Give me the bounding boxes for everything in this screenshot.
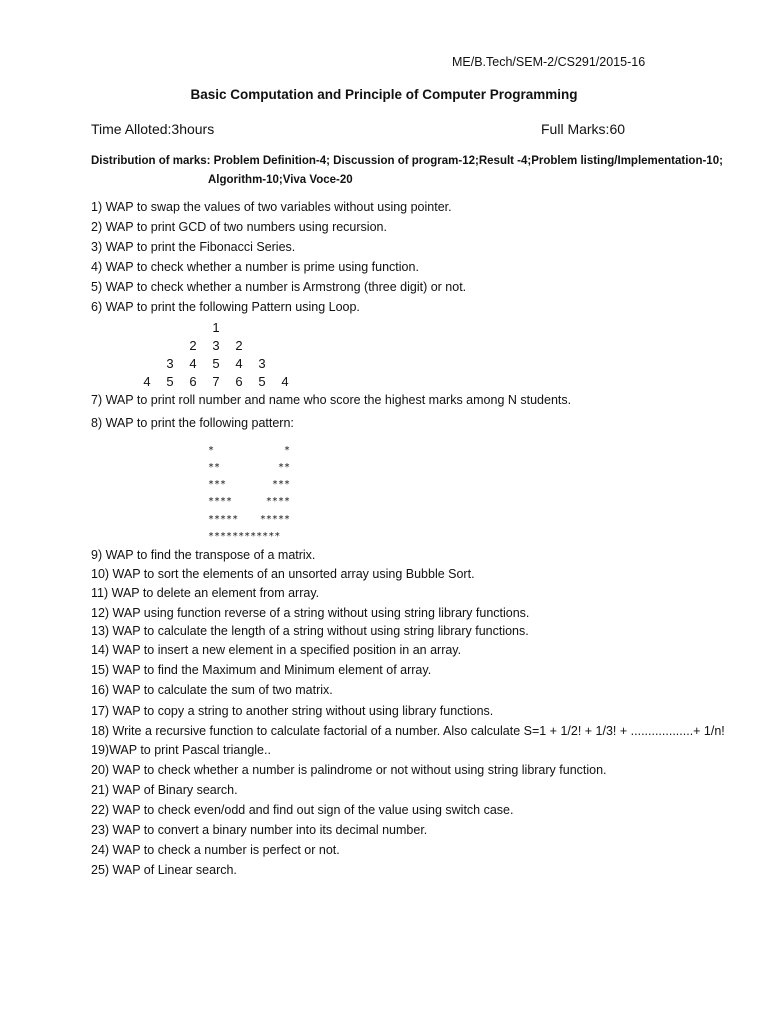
number-pattern-cell: 5 bbox=[166, 374, 174, 389]
time-alloted: Time Alloted:3hours bbox=[91, 121, 215, 137]
number-pattern-cell: 6 bbox=[189, 374, 197, 389]
question-10: 10) WAP to sort the elements of an unsorted array using Bubble Sort. bbox=[91, 567, 475, 581]
marks-distribution-line-1: Distribution of marks: Problem Definition-4; Discussion of program-12;Result -4;Problem listing/Implementation-10; bbox=[91, 155, 723, 167]
question-3: 3) WAP to print the Fibonacci Series. bbox=[91, 240, 296, 254]
number-pattern-cell: 7 bbox=[212, 374, 220, 389]
star-pattern-segment: **** bbox=[208, 496, 233, 507]
question-19: 19)WAP to print Pascal triangle.. bbox=[91, 743, 271, 757]
question-22: 22) WAP to check even/odd and find out sign of the value using switch case. bbox=[91, 803, 514, 817]
question-1: 1) WAP to swap the values of two variables without using pointer. bbox=[91, 200, 452, 214]
star-pattern-segment: * bbox=[283, 445, 290, 456]
question-6: 6) WAP to print the following Pattern using Loop. bbox=[91, 300, 360, 314]
question-25: 25) WAP of Linear search. bbox=[91, 863, 237, 877]
question-15: 15) WAP to find the Maximum and Minimum element of array. bbox=[91, 663, 432, 677]
number-pattern-cell: 4 bbox=[189, 356, 197, 371]
question-23: 23) WAP to convert a binary number into its decimal number. bbox=[91, 823, 428, 837]
question-13: 13) WAP to calculate the length of a string without using string library functions. bbox=[91, 624, 529, 638]
star-pattern-segment: ************ bbox=[208, 531, 281, 542]
number-pattern-cell: 5 bbox=[212, 356, 220, 371]
paper-title: Basic Computation and Principle of Computer Programming bbox=[190, 87, 578, 102]
number-pattern-cell: 3 bbox=[166, 356, 174, 371]
star-pattern-segment: * bbox=[208, 445, 215, 456]
question-20: 20) WAP to check whether a number is palindrome or not without using string library function. bbox=[91, 763, 607, 777]
number-pattern-cell: 4 bbox=[235, 356, 243, 371]
number-pattern-cell: 6 bbox=[235, 374, 243, 389]
question-17: 17) WAP to copy a string to another string without using library functions. bbox=[91, 704, 494, 718]
star-pattern-segment: ** bbox=[277, 462, 290, 473]
question-7: 7) WAP to print roll number and name who score the highest marks among N students. bbox=[91, 393, 572, 407]
number-pattern-cell: 3 bbox=[212, 338, 220, 353]
number-pattern-cell: 2 bbox=[189, 338, 197, 353]
question-2: 2) WAP to print GCD of two numbers using recursion. bbox=[91, 220, 387, 234]
star-pattern-segment: ** bbox=[208, 462, 221, 473]
star-pattern-segment: ***** bbox=[208, 514, 239, 525]
question-5: 5) WAP to check whether a number is Armstrong (three digit) or not. bbox=[91, 280, 467, 294]
number-pattern-cell: 2 bbox=[235, 338, 243, 353]
question-14: 14) WAP to insert a new element in a specified position in an array. bbox=[91, 643, 462, 657]
marks-distribution-line-2: Algorithm-10;Viva Voce-20 bbox=[208, 174, 353, 186]
paper-code: ME/B.Tech/SEM-2/CS291/2015-16 bbox=[452, 55, 646, 69]
number-pattern-cell: 4 bbox=[143, 374, 151, 389]
question-21: 21) WAP of Binary search. bbox=[91, 783, 238, 797]
question-16: 16) WAP to calculate the sum of two matrix. bbox=[91, 683, 333, 697]
star-pattern-segment: *** bbox=[208, 479, 227, 490]
number-pattern-cell: 4 bbox=[281, 374, 289, 389]
number-pattern-cell: 1 bbox=[212, 320, 220, 335]
star-pattern-segment: *** bbox=[271, 479, 290, 490]
question-4: 4) WAP to check whether a number is prime using function. bbox=[91, 260, 419, 274]
full-marks: Full Marks:60 bbox=[541, 121, 626, 137]
star-pattern-segment: ***** bbox=[259, 514, 290, 525]
question-18: 18) Write a recursive function to calculate factorial of a number. Also calculate S=1 + 1/2! + 1/3! + ..................+ 1/n! bbox=[91, 724, 725, 738]
number-pattern-cell: 3 bbox=[258, 356, 266, 371]
question-24: 24) WAP to check a number is perfect or not. bbox=[91, 843, 340, 857]
question-9: 9) WAP to find the transpose of a matrix. bbox=[91, 548, 316, 562]
question-12: 12) WAP using function reverse of a string without using string library functions. bbox=[91, 606, 530, 620]
number-pattern-cell: 5 bbox=[258, 374, 266, 389]
question-11: 11) WAP to delete an element from array. bbox=[91, 586, 320, 600]
star-pattern-segment: **** bbox=[265, 496, 290, 507]
question-8: 8) WAP to print the following pattern: bbox=[91, 416, 294, 430]
